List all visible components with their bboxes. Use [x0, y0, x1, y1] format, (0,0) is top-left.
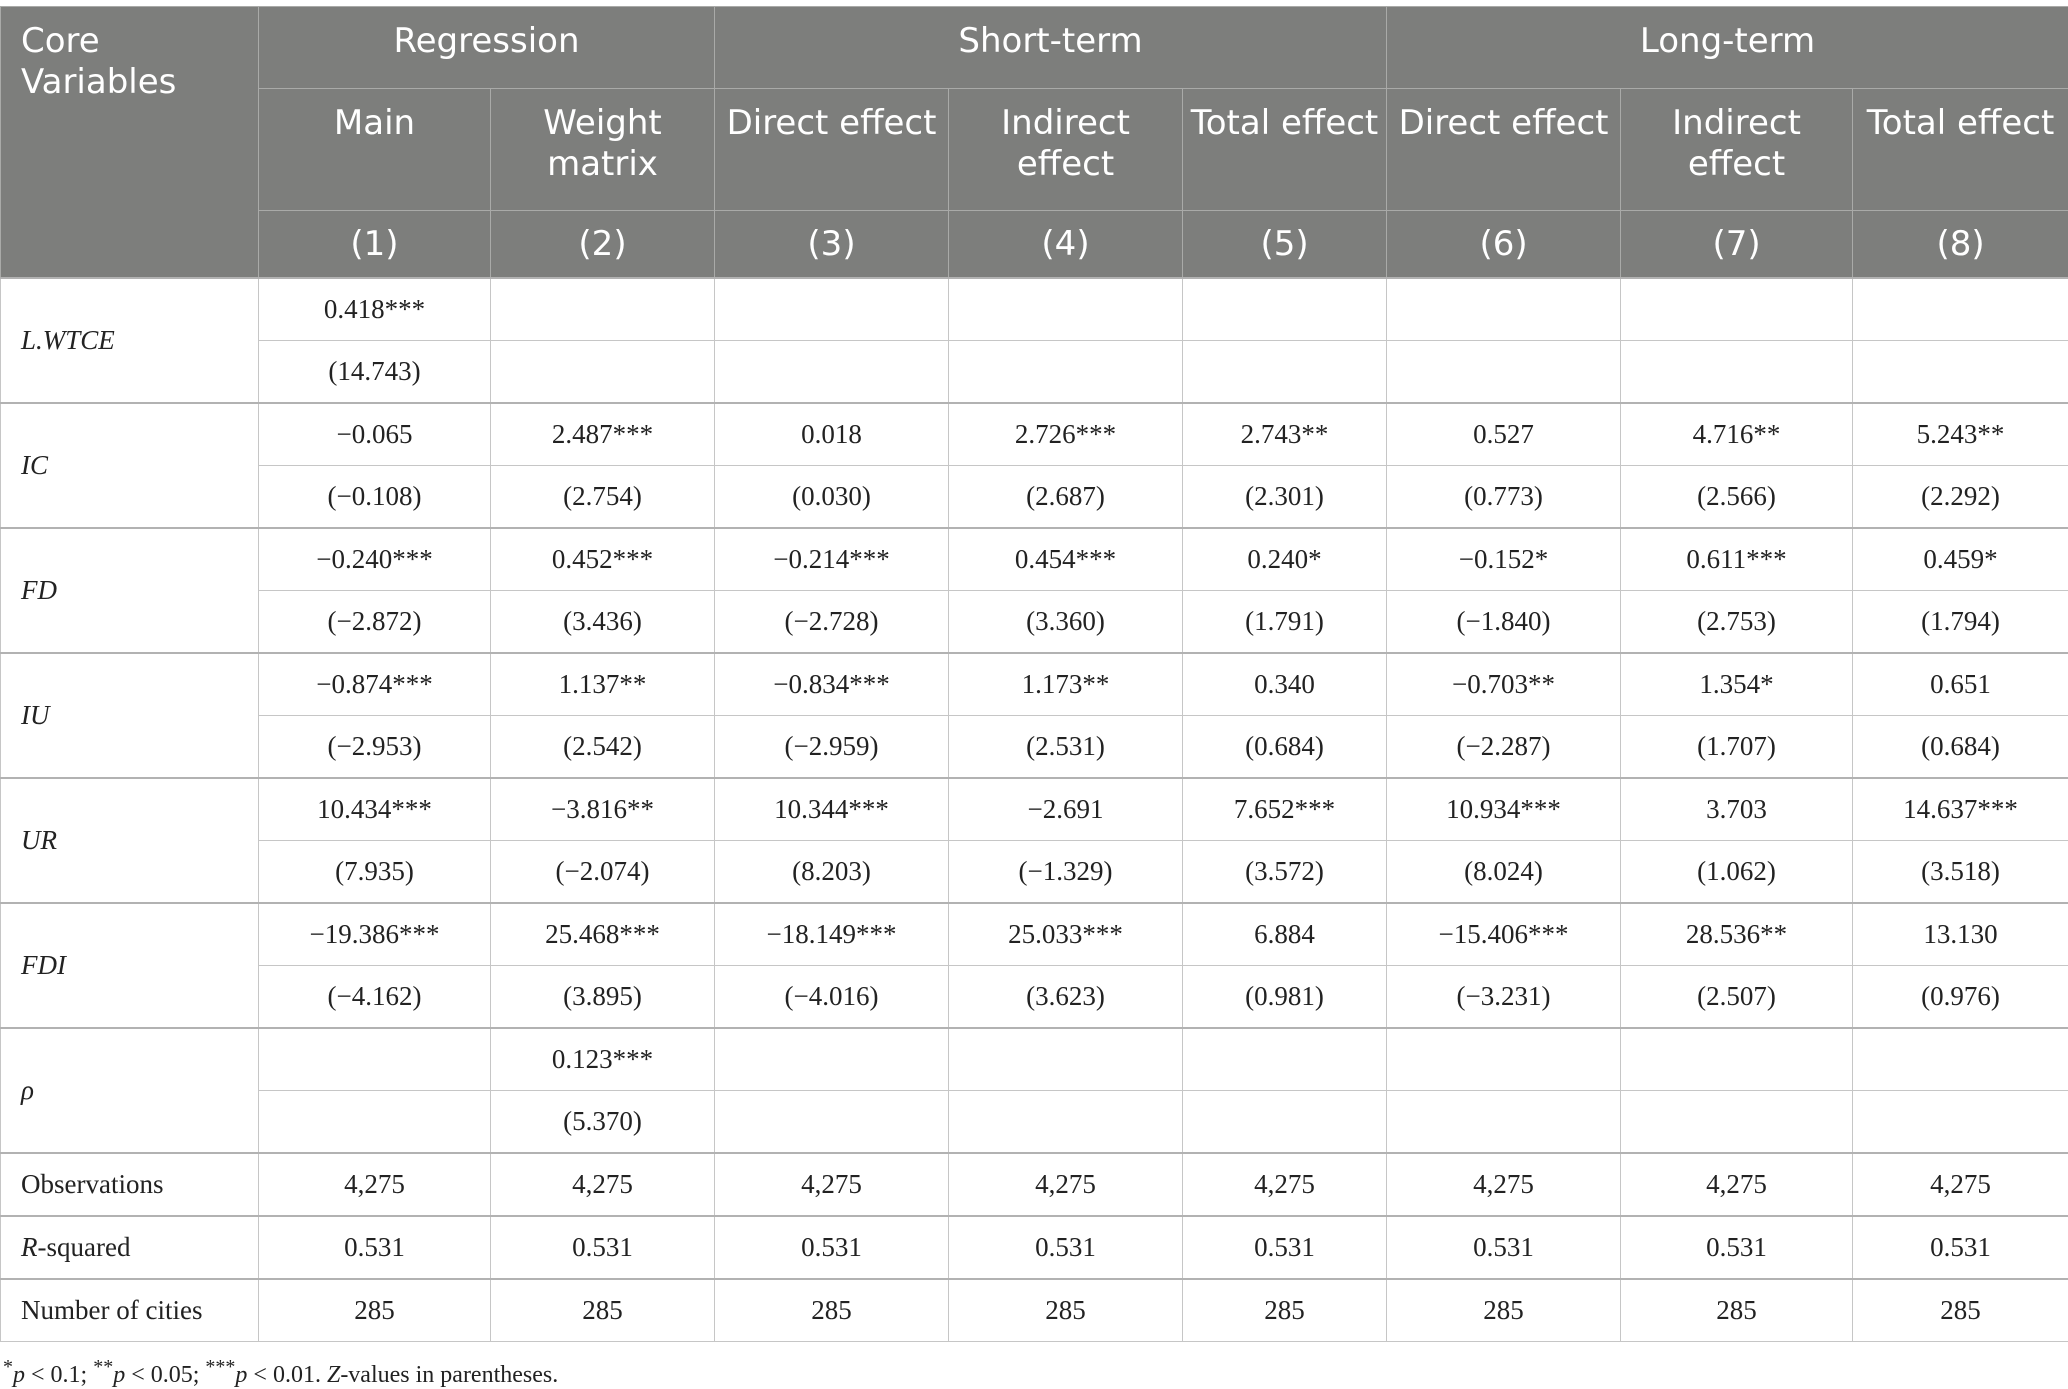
- z-value-cell: [1621, 1091, 1853, 1154]
- footnote-z: Z: [327, 1362, 340, 1388]
- coef-cell: −0.214***: [715, 528, 949, 591]
- coef-cell: −18.149***: [715, 903, 949, 966]
- z-value-cell: (8.203): [715, 841, 949, 904]
- group-header-regression: Regression: [259, 7, 715, 89]
- regression-results-table: [0, 6, 2068, 1342]
- stat-value-cell: 285: [491, 1279, 715, 1342]
- coef-cell: 0.459*: [1853, 528, 2068, 591]
- variable-label: UR: [1, 778, 259, 903]
- stat-value-cell: 4,275: [1387, 1153, 1621, 1216]
- z-value-cell: (−2.872): [259, 591, 491, 654]
- stat-value-cell: 0.531: [949, 1216, 1183, 1279]
- column-header-5: Total effect: [1183, 89, 1387, 211]
- table-row-zvalue: [1, 716, 2068, 779]
- table-row-coef: [1, 278, 2068, 341]
- stat-value-cell: 285: [715, 1279, 949, 1342]
- footnote-star-1: *: [3, 1356, 13, 1378]
- z-value-cell: (0.976): [1853, 966, 2068, 1029]
- z-value-cell: [259, 1091, 491, 1154]
- z-value-cell: [949, 1091, 1183, 1154]
- footnote-text-4: -values in parentheses.: [340, 1362, 558, 1388]
- coef-cell: [715, 1028, 949, 1091]
- coef-cell: 2.743**: [1183, 403, 1387, 466]
- table-row-coef: [1, 903, 2068, 966]
- coef-cell: 2.726***: [949, 403, 1183, 466]
- z-value-cell: (1.062): [1621, 841, 1853, 904]
- coef-cell: −0.065: [259, 403, 491, 466]
- z-value-cell: (3.436): [491, 591, 715, 654]
- coef-cell: 6.884: [1183, 903, 1387, 966]
- stat-label: Observations: [1, 1153, 259, 1216]
- table-row-coef: [1, 778, 2068, 841]
- z-value-cell: (−1.329): [949, 841, 1183, 904]
- table-row-stat: [1, 1153, 2068, 1216]
- results-table-container: [0, 6, 2068, 1389]
- footnote-text-2: < 0.05;: [125, 1362, 205, 1388]
- stat-value-cell: 0.531: [1853, 1216, 2068, 1279]
- table-row-zvalue: [1, 1091, 2068, 1154]
- column-header-2: Weight matrix: [491, 89, 715, 211]
- coef-cell: [1621, 1028, 1853, 1091]
- z-value-cell: [949, 341, 1183, 404]
- z-value-cell: [1183, 341, 1387, 404]
- variable-label: ρ: [1, 1028, 259, 1153]
- footnote-p-1: p: [13, 1362, 25, 1388]
- table-row-zvalue: [1, 466, 2068, 529]
- z-value-cell: (−2.287): [1387, 716, 1621, 779]
- stat-value-cell: 0.531: [491, 1216, 715, 1279]
- z-value-cell: [1183, 1091, 1387, 1154]
- coef-cell: 28.536**: [1621, 903, 1853, 966]
- z-value-cell: (2.542): [491, 716, 715, 779]
- table-row-zvalue: [1, 341, 2068, 404]
- z-value-cell: (−2.074): [491, 841, 715, 904]
- stat-label: Number of cities: [1, 1279, 259, 1342]
- column-number-5: (5): [1183, 211, 1387, 279]
- coef-cell: 14.637***: [1853, 778, 2068, 841]
- coef-cell: −0.874***: [259, 653, 491, 716]
- z-value-cell: (1.794): [1853, 591, 2068, 654]
- column-header-4: Indirect effect: [949, 89, 1183, 211]
- stat-value-cell: 285: [949, 1279, 1183, 1342]
- z-value-cell: (1.707): [1621, 716, 1853, 779]
- table-row-zvalue: [1, 841, 2068, 904]
- table-row-coef: [1, 528, 2068, 591]
- z-value-cell: (−4.016): [715, 966, 949, 1029]
- z-value-cell: [491, 341, 715, 404]
- z-value-cell: (2.292): [1853, 466, 2068, 529]
- coef-cell: −0.834***: [715, 653, 949, 716]
- coef-cell: 1.173**: [949, 653, 1183, 716]
- coef-cell: [1621, 278, 1853, 341]
- z-value-cell: [1387, 1091, 1621, 1154]
- footnote-p-3: p: [235, 1362, 247, 1388]
- z-value-cell: (0.981): [1183, 966, 1387, 1029]
- coef-cell: 2.487***: [491, 403, 715, 466]
- coef-cell: 0.240*: [1183, 528, 1387, 591]
- z-value-cell: (−2.728): [715, 591, 949, 654]
- column-header-1: Main: [259, 89, 491, 211]
- footnote-star-3: ***: [205, 1356, 235, 1378]
- z-value-cell: (−1.840): [1387, 591, 1621, 654]
- coef-cell: [949, 1028, 1183, 1091]
- z-value-cell: [715, 1091, 949, 1154]
- coef-cell: 13.130: [1853, 903, 2068, 966]
- z-value-cell: (2.754): [491, 466, 715, 529]
- stat-value-cell: 0.531: [715, 1216, 949, 1279]
- coef-cell: 3.703: [1621, 778, 1853, 841]
- stat-value-cell: 4,275: [491, 1153, 715, 1216]
- stat-value-cell: 4,275: [1621, 1153, 1853, 1216]
- column-header-6: Direct effect: [1387, 89, 1621, 211]
- coef-cell: 7.652***: [1183, 778, 1387, 841]
- variable-label: L.WTCE: [1, 278, 259, 403]
- stat-value-cell: 0.531: [1183, 1216, 1387, 1279]
- z-value-cell: (3.518): [1853, 841, 2068, 904]
- stat-value-cell: 4,275: [949, 1153, 1183, 1216]
- footnote-star-2: **: [93, 1356, 113, 1378]
- footnote-p-2: p: [113, 1362, 125, 1388]
- stat-value-cell: 4,275: [259, 1153, 491, 1216]
- stat-value-cell: 285: [259, 1279, 491, 1342]
- corner-header: Core Variables: [1, 7, 259, 279]
- z-value-cell: (8.024): [1387, 841, 1621, 904]
- stat-label: [1, 1216, 259, 1279]
- coef-cell: [1183, 278, 1387, 341]
- stat-value-cell: 0.531: [1621, 1216, 1853, 1279]
- coef-cell: [1387, 1028, 1621, 1091]
- z-value-cell: [715, 341, 949, 404]
- z-value-cell: (3.623): [949, 966, 1183, 1029]
- coef-cell: −0.703**: [1387, 653, 1621, 716]
- column-number-7: (7): [1621, 211, 1853, 279]
- coef-cell: 4.716**: [1621, 403, 1853, 466]
- variable-label: IC: [1, 403, 259, 528]
- z-value-cell: (14.743): [259, 341, 491, 404]
- coef-cell: 0.452***: [491, 528, 715, 591]
- coef-cell: [1387, 278, 1621, 341]
- coef-cell: 0.527: [1387, 403, 1621, 466]
- coef-cell: 0.340: [1183, 653, 1387, 716]
- coef-cell: 10.434***: [259, 778, 491, 841]
- table-row-stat: [1, 1279, 2068, 1342]
- z-value-cell: [1853, 1091, 2068, 1154]
- coef-cell: 0.418***: [259, 278, 491, 341]
- stat-value-cell: 285: [1183, 1279, 1387, 1342]
- z-value-cell: (0.773): [1387, 466, 1621, 529]
- coef-cell: 25.468***: [491, 903, 715, 966]
- column-header-7: Indirect effect: [1621, 89, 1853, 211]
- column-number-6: (6): [1387, 211, 1621, 279]
- column-header-8: Total effect: [1853, 89, 2068, 211]
- z-value-cell: (2.687): [949, 466, 1183, 529]
- column-number-1: (1): [259, 211, 491, 279]
- column-number-4: (4): [949, 211, 1183, 279]
- z-value-cell: (0.684): [1183, 716, 1387, 779]
- coef-cell: 25.033***: [949, 903, 1183, 966]
- stat-value-cell: 4,275: [1853, 1153, 2068, 1216]
- z-value-cell: (3.572): [1183, 841, 1387, 904]
- coef-cell: 0.018: [715, 403, 949, 466]
- coef-cell: 10.344***: [715, 778, 949, 841]
- stat-value-cell: 0.531: [1387, 1216, 1621, 1279]
- coef-cell: −0.152*: [1387, 528, 1621, 591]
- coef-cell: −0.240***: [259, 528, 491, 591]
- z-value-cell: (3.360): [949, 591, 1183, 654]
- table-row-coef: [1, 653, 2068, 716]
- table-body: [1, 278, 2068, 1342]
- coef-cell: −3.816**: [491, 778, 715, 841]
- z-value-cell: (2.566): [1621, 466, 1853, 529]
- coef-cell: [259, 1028, 491, 1091]
- stat-label-italic: R: [21, 1232, 38, 1262]
- column-number-8: (8): [1853, 211, 2068, 279]
- coef-cell: [949, 278, 1183, 341]
- z-value-cell: (1.791): [1183, 591, 1387, 654]
- variable-label: FD: [1, 528, 259, 653]
- table-row-coef: [1, 403, 2068, 466]
- z-value-cell: (2.531): [949, 716, 1183, 779]
- z-value-cell: [1387, 341, 1621, 404]
- coef-cell: 1.354*: [1621, 653, 1853, 716]
- coef-cell: [491, 278, 715, 341]
- coef-cell: [1853, 278, 2068, 341]
- coef-cell: [1183, 1028, 1387, 1091]
- variable-label: FDI: [1, 903, 259, 1028]
- z-value-cell: [1853, 341, 2068, 404]
- footnote-text-1: < 0.1;: [25, 1362, 93, 1388]
- z-value-cell: (0.030): [715, 466, 949, 529]
- coef-cell: 0.123***: [491, 1028, 715, 1091]
- z-value-cell: (3.895): [491, 966, 715, 1029]
- z-value-cell: (−4.162): [259, 966, 491, 1029]
- stat-value-cell: 285: [1387, 1279, 1621, 1342]
- column-number-3: (3): [715, 211, 949, 279]
- z-value-cell: (−0.108): [259, 466, 491, 529]
- z-value-cell: (2.753): [1621, 591, 1853, 654]
- column-header-3: Direct effect: [715, 89, 949, 211]
- stat-value-cell: 4,275: [1183, 1153, 1387, 1216]
- group-header-short-term: Short-term: [715, 7, 1387, 89]
- z-value-cell: (−3.231): [1387, 966, 1621, 1029]
- z-value-cell: [1621, 341, 1853, 404]
- table-footnote: [0, 1356, 2068, 1389]
- stat-value-cell: 0.531: [259, 1216, 491, 1279]
- column-number-2: (2): [491, 211, 715, 279]
- coef-cell: −2.691: [949, 778, 1183, 841]
- stat-value-cell: 4,275: [715, 1153, 949, 1216]
- coef-cell: 1.137**: [491, 653, 715, 716]
- stat-value-cell: 285: [1853, 1279, 2068, 1342]
- z-value-cell: (5.370): [491, 1091, 715, 1154]
- z-value-cell: (2.507): [1621, 966, 1853, 1029]
- z-value-cell: (−2.959): [715, 716, 949, 779]
- z-value-cell: (2.301): [1183, 466, 1387, 529]
- table-row-stat: [1, 1216, 2068, 1279]
- coef-cell: −15.406***: [1387, 903, 1621, 966]
- coef-cell: [715, 278, 949, 341]
- footnote-text-3: < 0.01.: [247, 1362, 327, 1388]
- coef-cell: 0.611***: [1621, 528, 1853, 591]
- stat-label-rest: -squared: [38, 1232, 131, 1262]
- z-value-cell: (−2.953): [259, 716, 491, 779]
- coef-cell: −19.386***: [259, 903, 491, 966]
- coef-cell: [1853, 1028, 2068, 1091]
- coef-cell: 0.651: [1853, 653, 2068, 716]
- table-row-zvalue: [1, 966, 2068, 1029]
- coef-cell: 5.243**: [1853, 403, 2068, 466]
- table-row-coef: [1, 1028, 2068, 1091]
- coef-cell: 10.934***: [1387, 778, 1621, 841]
- stat-value-cell: 285: [1621, 1279, 1853, 1342]
- table-header: [1, 7, 2068, 279]
- z-value-cell: (7.935): [259, 841, 491, 904]
- group-header-long-term: Long-term: [1387, 7, 2068, 89]
- coef-cell: 0.454***: [949, 528, 1183, 591]
- table-row-zvalue: [1, 591, 2068, 654]
- variable-label: IU: [1, 653, 259, 778]
- z-value-cell: (0.684): [1853, 716, 2068, 779]
